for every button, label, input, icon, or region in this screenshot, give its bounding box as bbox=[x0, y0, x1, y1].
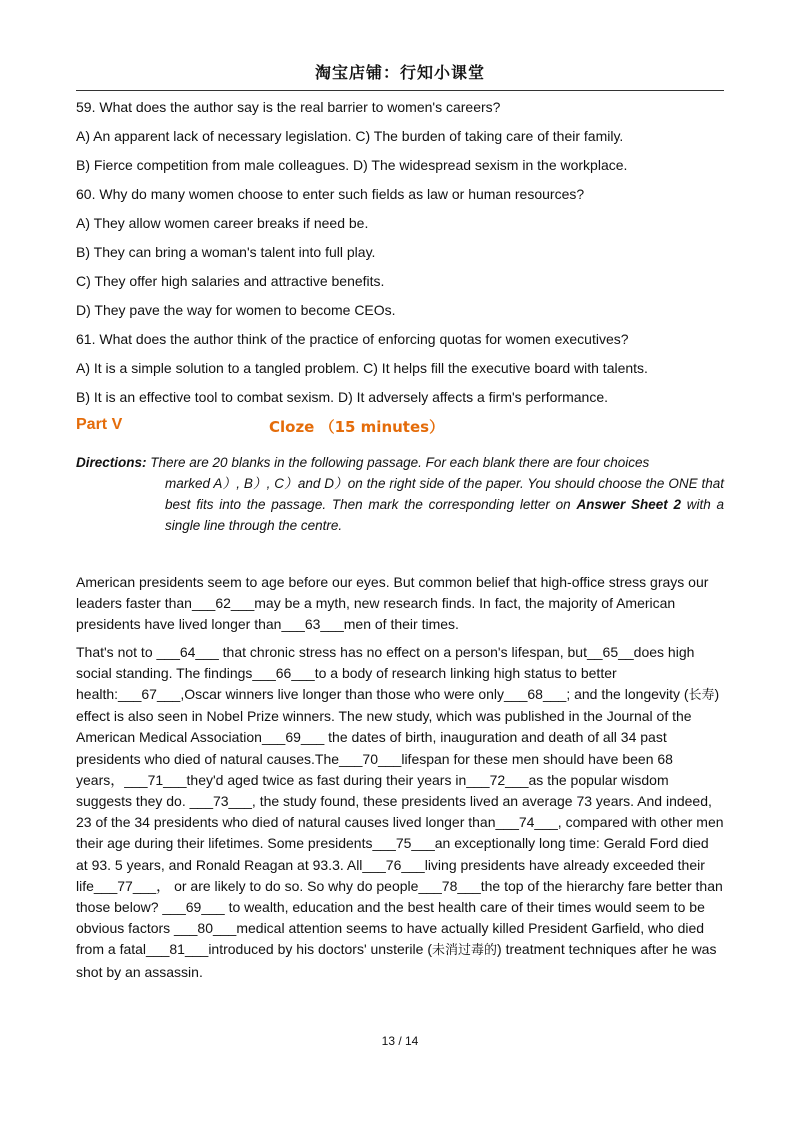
question-60-stem: 60. Why do many women choose to enter such fields as law or human resources? bbox=[76, 186, 585, 202]
section-name: Cloze （15 minutes） bbox=[269, 418, 445, 436]
question-59-options-bd: B) Fierce competition from male colleagues. D) The widespread sexism in the workplace. bbox=[76, 157, 628, 173]
passage-paragraph-1: American presidents seem to age before our eyes. But common belief that high-office stress grays our leaders faster than___62___may be a myth, new research finds. In fact, the majority of American presidents have lived longer than___63___men of their times. bbox=[76, 574, 709, 633]
passage-paragraph-2 bbox=[76, 642, 724, 983]
passage-p2-part-c: ) treatment techniques after he was shot by an assassin. bbox=[76, 941, 717, 980]
page-number: 13 / 14 bbox=[381, 1034, 419, 1048]
passage-p2-part-b: ) effect is also seen in Nobel Prize winners. The new study, which was published in the Journal of the American Medical Association___69___ the dates of birth, inauguration and death of all 34 past presidents who died of natural causes.The___70___lifespan for these men should have been 68 years，___71___they'd aged twice as fast during their years in___72___as the popular wisdom suggests they do. ___73___, the study found, these presidents lived an average 73 years. And indeed, 23 of the 34 presidents who died of natural causes lived longer than___74___, compared with other men their age during their lifetimes. Some presidents___75___an exceptionally long time: Gerald Ford died at 93. 5 years, and Ronald Reagan at 93.3. All___76___living presidents have already exceeded their life___77___， or are likely to do so. So why do people___78___the top of the hierarchy fare better than those below? ___69___ to wealth, education and the best health care of their times would seem to be obvious factors ___80___medical attention seems to have actually killed President Garfield, who died from a fatal___81___introduced by his doctors' unsterile ( bbox=[76, 686, 724, 958]
passage-p2-part-a: That's not to ___64___ that chronic stress has no effect on a person's lifespan, but__65__does high social standing. The findings___66___to a body of research linking high status to better health:___67___,Oscar winners live longer than those who were only___68___; and the longevity ( bbox=[76, 643, 695, 703]
question-60-option-d: D) They pave the way for women to become CEOs. bbox=[76, 302, 396, 318]
question-60-option-a: A) They allow women career breaks if need be. bbox=[76, 215, 369, 231]
question-60-option-c: C) They offer high salaries and attractive benefits. bbox=[76, 273, 385, 289]
header-divider bbox=[76, 90, 724, 91]
directions-text-1: There are 20 blanks in the following passage. For each blank there are four choices bbox=[146, 455, 650, 470]
answer-sheet-ref: Answer Sheet 2 bbox=[576, 497, 681, 512]
question-60-option-b: B) They can bring a woman's talent into full play. bbox=[76, 244, 376, 260]
page-header-title: 淘宝店铺：行知小课堂 bbox=[314, 63, 485, 82]
section-title: Part V bbox=[76, 416, 123, 433]
gloss-longevity: 长寿 bbox=[688, 688, 715, 704]
directions-text-2: marked A）, B）, C）and D）on the right side of the paper. You should choose the ONE that best fits into the passage. Then mark the corresponding letter on bbox=[165, 476, 724, 512]
directions-text-3: with a single line through the centre. bbox=[165, 497, 724, 533]
question-61-options-ac: A) It is a simple solution to a tangled problem. C) It helps fill the executive board with talents. bbox=[76, 360, 648, 376]
directions-label: Directions: bbox=[76, 455, 147, 470]
question-61-options-bd: B) It is an effective tool to combat sexism. D) It adversely affects a firm's performance. bbox=[76, 389, 609, 405]
question-list bbox=[76, 97, 724, 407]
question-59-stem: 59. What does the author say is the real barrier to women's careers? bbox=[76, 99, 501, 115]
question-61-stem: 61. What does the author think of the practice of enforcing quotas for women executives? bbox=[76, 331, 629, 347]
cloze-passage bbox=[76, 572, 724, 983]
page-content bbox=[76, 97, 724, 989]
directions-continuation bbox=[76, 473, 724, 536]
question-59-options-ac: A) An apparent lack of necessary legislation. C) The burden of taking care of their family. bbox=[76, 128, 624, 144]
directions-block bbox=[76, 452, 724, 536]
section-heading bbox=[76, 416, 724, 440]
gloss-unsterile: 未消过毒的 bbox=[432, 943, 498, 959]
